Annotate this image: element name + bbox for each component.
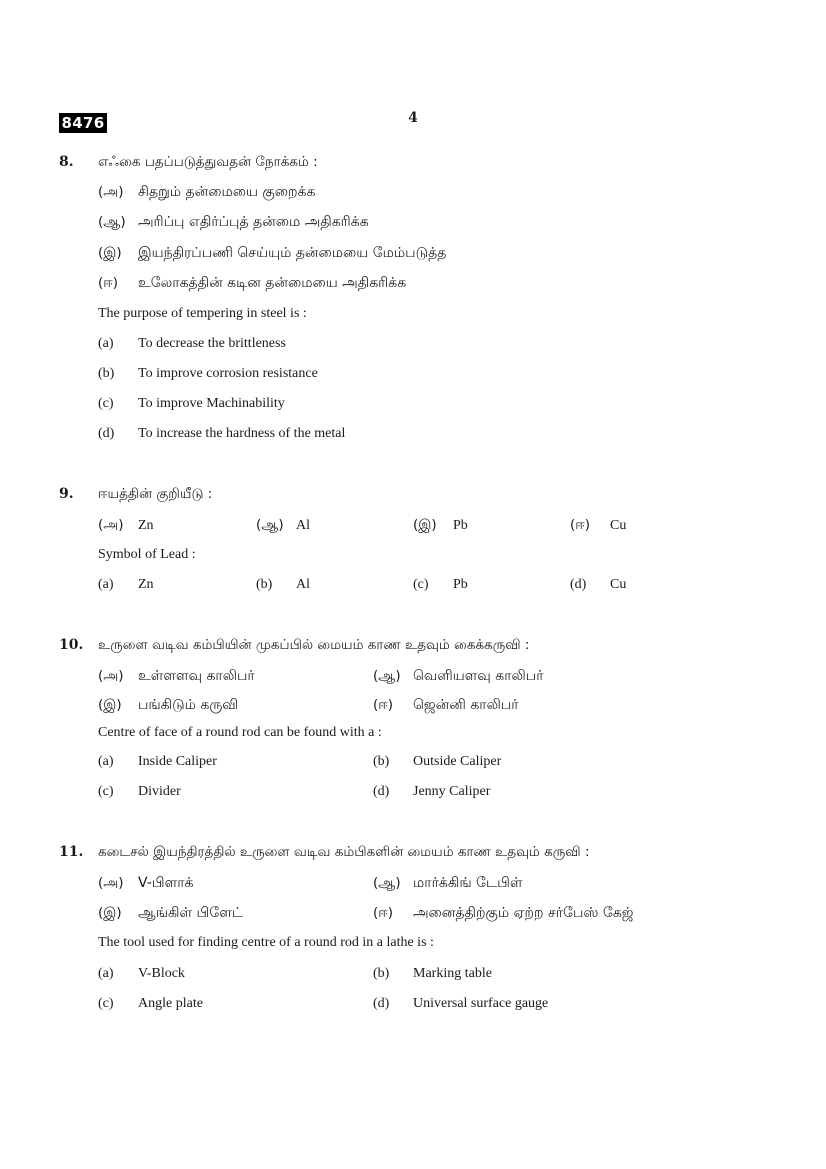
option-label: (அ)	[98, 668, 124, 684]
option-label: (c)	[98, 396, 114, 411]
option-label: (ஈ)	[373, 697, 394, 713]
option-english-a	[98, 965, 185, 983]
option-english-d	[373, 995, 548, 1013]
option-label: (அ)	[98, 875, 124, 891]
option-tamil-d	[373, 904, 633, 922]
option-english-a	[98, 576, 154, 594]
option-label: (அ)	[98, 184, 124, 200]
option-tamil-d	[570, 516, 626, 535]
option-text: To decrease the brittleness	[138, 336, 286, 351]
paper-code-badge: 8476	[59, 113, 107, 133]
option-english-c	[413, 576, 468, 594]
option-row	[0, 874, 826, 892]
option-tamil-d	[373, 696, 519, 714]
option-text: பங்கிடும் கருவி	[138, 697, 239, 713]
option-text: To increase the hardness of the metal	[138, 426, 346, 441]
option-label: (d)	[98, 426, 115, 441]
option-row	[0, 335, 826, 353]
option-label: (a)	[98, 336, 114, 351]
option-tamil-c	[98, 696, 238, 714]
option-row	[0, 395, 826, 413]
option-text: அரிப்பு எதிர்ப்புத் தன்மை அதிகரிக்க	[138, 214, 369, 230]
option-tamil-a	[98, 874, 193, 892]
option-label: (இ)	[98, 245, 122, 261]
option-english-b	[256, 576, 310, 594]
option-english-b	[98, 365, 318, 383]
option-english-a	[98, 753, 217, 771]
option-text: Universal surface gauge	[413, 996, 549, 1011]
option-tamil-c	[413, 516, 468, 535]
option-tamil-b	[373, 874, 523, 892]
option-row	[0, 213, 826, 231]
stem-row	[0, 305, 826, 323]
question-stem-english: The tool used for finding centre of a round rod in a lathe is :	[98, 935, 434, 950]
option-tamil-a	[98, 183, 315, 201]
option-label: (d)	[373, 996, 390, 1011]
option-text: மார்க்கிங் டேபிள்	[413, 875, 523, 891]
option-english-d	[570, 576, 626, 594]
option-row	[0, 244, 826, 262]
option-row	[0, 995, 826, 1013]
option-row	[0, 696, 826, 714]
option-tamil-b	[256, 516, 310, 535]
option-label: (ஈ)	[570, 517, 591, 533]
option-text: அனைத்திற்கும் ஏற்ற சர்பேஸ் கேஜ்	[413, 905, 634, 921]
option-text: V-Block	[138, 966, 185, 981]
option-text: Pb	[453, 577, 468, 592]
option-label: (ஆ)	[373, 875, 401, 891]
option-english-a	[98, 335, 286, 353]
option-row	[0, 425, 826, 443]
option-label: (ஆ)	[256, 517, 284, 533]
option-text: வெளியளவு காலிபர்	[413, 668, 544, 684]
option-text: Al	[296, 518, 310, 533]
option-text: V-பிளாக்	[138, 875, 194, 891]
stem-row	[0, 934, 826, 952]
option-row	[0, 965, 826, 983]
option-label: (a)	[98, 577, 114, 592]
option-tamil-c	[98, 244, 446, 262]
option-label: (b)	[373, 966, 390, 981]
option-text: சிதறும் தன்மையை குறைக்க	[138, 184, 316, 200]
stem-row	[0, 546, 826, 564]
option-row	[0, 274, 826, 292]
option-tamil-b	[373, 667, 544, 685]
question-stem-tamil: எஃகை பதப்படுத்துவதன் நோக்கம் :	[98, 154, 318, 170]
stem-row	[0, 724, 826, 742]
option-text: To improve corrosion resistance	[138, 366, 318, 381]
option-text: Angle plate	[138, 996, 203, 1011]
option-text: Jenny Caliper	[413, 784, 491, 799]
option-text: Divider	[138, 784, 181, 799]
option-label: (ஈ)	[373, 905, 394, 921]
option-row	[0, 576, 826, 594]
option-text: ஆங்கிள் பிளேட்	[138, 905, 244, 921]
option-label: (b)	[256, 577, 273, 592]
question-number: 11.	[59, 844, 84, 860]
option-label: (b)	[98, 366, 115, 381]
option-text: Outside Caliper	[413, 754, 502, 769]
option-label: (c)	[413, 577, 429, 592]
question-stem-english: Symbol of Lead :	[98, 547, 196, 562]
option-text: To improve Machinability	[138, 396, 285, 411]
option-text: உலோகத்தின் கடின தன்மையை அதிகரிக்க	[138, 275, 407, 291]
option-label: (a)	[98, 754, 114, 769]
option-tamil-c	[98, 904, 243, 922]
option-tamil-d	[98, 274, 406, 292]
question-stem-tamil: ஈயத்தின் குறியீடு :	[98, 486, 213, 502]
option-text: Inside Caliper	[138, 754, 217, 769]
option-english-c	[98, 995, 203, 1013]
option-label: (d)	[373, 784, 390, 799]
option-english-d	[373, 783, 490, 801]
option-label: (இ)	[98, 905, 122, 921]
option-text: Cu	[610, 577, 627, 592]
option-english-b	[373, 753, 501, 771]
page-number: 4	[408, 110, 418, 126]
option-label: (இ)	[413, 517, 437, 533]
option-row	[0, 516, 826, 534]
option-label: (அ)	[98, 517, 124, 533]
question-stem-tamil: கடைசல் இயந்திரத்தில் உருளை வடிவ கம்பிகளின் மையம் காண உதவும் கருவி :	[98, 844, 590, 860]
option-text: இயந்திரப்பணி செய்யும் தன்மையை மேம்படுத்த	[138, 245, 447, 261]
option-row	[0, 783, 826, 801]
option-label: (d)	[570, 577, 587, 592]
option-tamil-b	[98, 213, 369, 231]
option-row	[0, 365, 826, 383]
option-english-c	[98, 783, 181, 801]
option-row	[0, 753, 826, 771]
option-text: Marking table	[413, 966, 492, 981]
option-text: Zn	[138, 518, 154, 533]
option-label: (ஆ)	[98, 214, 126, 230]
option-english-d	[98, 425, 345, 443]
question-stem-tamil: உருளை வடிவ கம்பியின் முகப்பில் மையம் காண உதவும் கைக்கருவி :	[98, 637, 530, 653]
option-label: (a)	[98, 966, 114, 981]
option-text: Cu	[610, 518, 627, 533]
option-english-b	[373, 965, 492, 983]
question-number: 8.	[59, 154, 74, 170]
option-label: (c)	[98, 784, 114, 799]
option-row	[0, 667, 826, 685]
option-text: உள்ளளவு காலிபர்	[138, 668, 255, 684]
question-number: 9.	[59, 486, 74, 502]
option-text: Pb	[453, 518, 468, 533]
option-tamil-a	[98, 667, 255, 685]
option-text: Zn	[138, 577, 154, 592]
option-row	[0, 904, 826, 922]
option-label: (b)	[373, 754, 390, 769]
option-row	[0, 183, 826, 201]
question-stem-english: The purpose of tempering in steel is :	[98, 306, 307, 321]
option-label: (ஈ)	[98, 275, 119, 291]
option-label: (இ)	[98, 697, 122, 713]
option-label: (ஆ)	[373, 668, 401, 684]
option-english-c	[98, 395, 285, 413]
option-text: Al	[296, 577, 310, 592]
question-number: 10.	[59, 637, 84, 653]
question-stem-english: Centre of face of a round rod can be found with a :	[98, 725, 382, 740]
option-tamil-a	[98, 516, 154, 535]
option-label: (c)	[98, 996, 114, 1011]
option-text: ஜென்னி காலிபர்	[413, 697, 519, 713]
